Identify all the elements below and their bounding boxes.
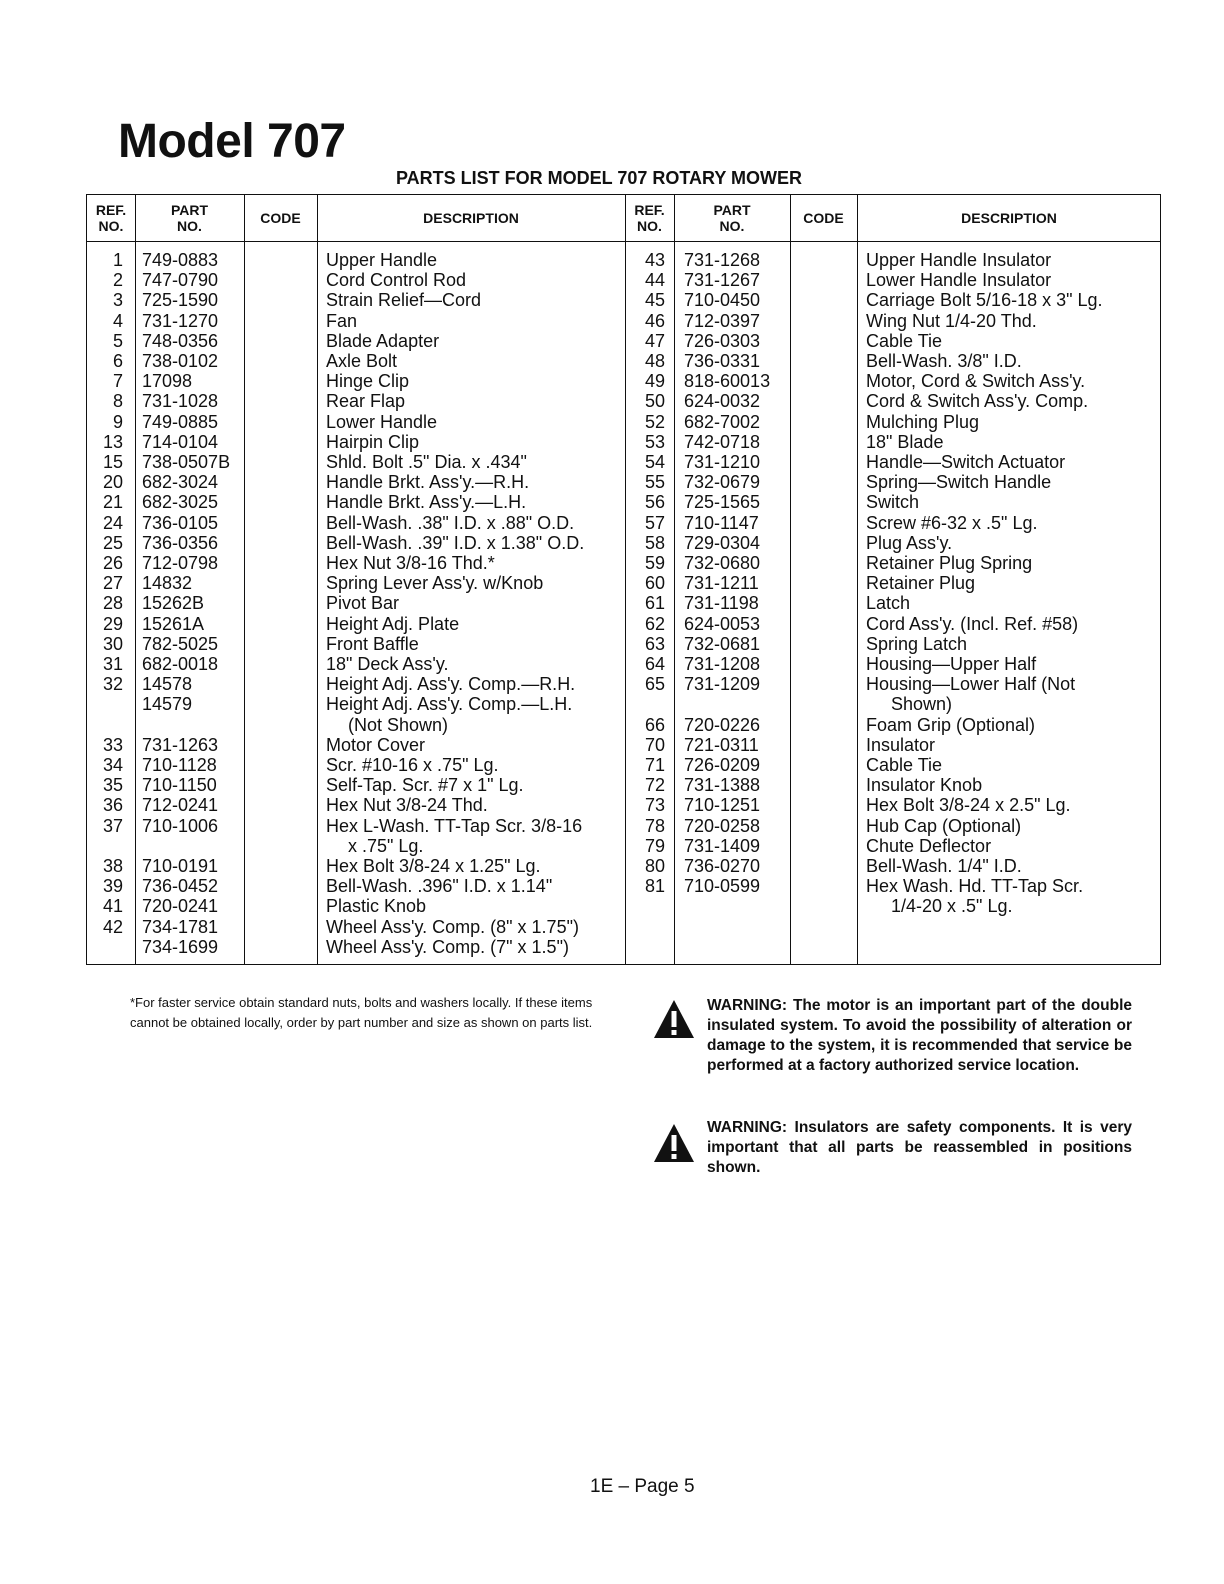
part-number-cell: 736-0105 (142, 512, 219, 533)
description-cell: Foam Grip (Optional) (866, 714, 1036, 735)
description-cell: Screw #6-32 x .5" Lg. (866, 512, 1038, 533)
description-cell: Wing Nut 1/4-20 Thd. (866, 310, 1037, 331)
description-cell: Hex Bolt 3/8-24 x 1.25" Lg. (326, 856, 541, 876)
ref-cell: 55 (644, 472, 665, 493)
warning-insulators: WARNING: Insulators are safety components. It is very important that all parts be reassembled in positions shown. (707, 1119, 1132, 1176)
description-cell: Carriage Bolt 5/16-18 x 3" Lg. (866, 290, 1103, 311)
description-cell: Bell-Wash. 3/8" I.D. (866, 351, 1022, 371)
description-cell: Self-Tap. Scr. #7 x 1" Lg. (326, 775, 524, 796)
table-row (87, 937, 1160, 957)
ref-cell: 71 (644, 755, 665, 775)
part-number-cell: 710-0599 (684, 876, 761, 897)
part-number-cell: 710-1006 (142, 815, 219, 836)
parts-list-title: PARTS LIST FOR MODEL 707 ROTARY MOWER (396, 168, 803, 188)
description-cell: Cable Tie (866, 755, 943, 775)
description-cell: Housing—Lower Half (Not (866, 674, 1076, 695)
table-row (87, 593, 1160, 613)
part-number-cell: 725-1565 (684, 492, 761, 513)
ref-cell: 32 (102, 674, 123, 695)
description-cell: Upper Handle Insulator (866, 250, 1052, 270)
ref-cell: 8 (112, 391, 123, 412)
ref-cell: 65 (644, 674, 665, 695)
table-row (87, 553, 1160, 573)
table-row (87, 674, 1160, 694)
ref-cell: 49 (644, 371, 665, 392)
ref-cell: 57 (644, 512, 665, 533)
ref-cell: 41 (102, 896, 123, 917)
ref-cell: 2 (112, 270, 123, 291)
part-number-cell: 726-0209 (684, 755, 761, 775)
warning-motor: WARNING: The motor is an important part of the double insulated system. To avoid the possibility of alteration or damage to the system, it is recommended that service be performed at a factory authorized service location. (707, 997, 1132, 1074)
part-number-cell: 720-0241 (142, 896, 219, 917)
part-number-cell: 714-0104 (142, 431, 219, 452)
table-row (87, 513, 1160, 533)
part-number-cell: 710-1147 (684, 512, 759, 533)
ref-cell: 21 (102, 492, 123, 513)
ref-cell: 72 (644, 775, 665, 796)
description-cell: Housing—Upper Half (866, 654, 1037, 674)
part-number-cell: 720-0258 (684, 815, 761, 836)
part-number-cell: 749-0883 (142, 250, 219, 270)
ref-cell: 70 (644, 734, 665, 755)
table-row (87, 412, 1160, 432)
description-cell: Hex Nut 3/8-16 Thd.* (326, 553, 495, 573)
table-row (87, 634, 1160, 654)
ref-cell: 30 (102, 633, 123, 654)
description-cell: Plug Ass'y. (866, 532, 953, 553)
description-cell: 1/4-20 x .5" Lg. (891, 896, 1013, 917)
header-rule (87, 241, 1160, 242)
description-cell: Handle—Switch Actuator (866, 452, 1066, 472)
page-number: 1E – Page 5 (590, 1476, 695, 1497)
description-cell: Spring—Switch Handle (866, 472, 1052, 493)
ref-cell: 54 (644, 452, 665, 472)
table-row (87, 795, 1160, 815)
table-row (87, 715, 1160, 735)
ref-cell: 39 (102, 876, 123, 897)
ref-cell: 1 (112, 250, 123, 270)
ref-cell: 79 (644, 835, 665, 856)
part-number-cell: 725-1590 (142, 290, 219, 311)
part-number-cell: 736-0270 (684, 856, 761, 876)
description-cell: Hex Bolt 3/8-24 x 2.5" Lg. (866, 795, 1071, 816)
ref-cell: 35 (102, 775, 123, 796)
part-number-cell: 749-0885 (142, 411, 219, 432)
ref-cell: 56 (644, 492, 665, 513)
description-cell: Cable Tie (866, 330, 943, 351)
table-row (87, 917, 1160, 937)
table-row (87, 896, 1160, 916)
description-cell: Hinge Clip (326, 371, 410, 392)
table-row (87, 775, 1160, 795)
description-cell: Motor, Cord & Switch Ass'y. (866, 371, 1086, 392)
table-row (87, 351, 1160, 371)
description-cell: Insulator (866, 734, 936, 755)
part-number-cell: 721-0311 (684, 734, 759, 755)
part-number-cell: 729-0304 (684, 532, 761, 553)
description-cell: Height Adj. Plate (326, 613, 460, 634)
ref-cell: 42 (102, 916, 123, 937)
part-number-cell: 736-0452 (142, 876, 219, 897)
description-cell: Upper Handle (326, 250, 438, 270)
table-row (87, 472, 1160, 492)
header-part-no: PART NO. (170, 202, 209, 234)
description-cell: Scr. #10-16 x .75" Lg. (326, 755, 499, 775)
table-row (87, 876, 1160, 896)
ref-cell: 13 (102, 431, 123, 452)
description-cell: Insulator Knob (866, 775, 983, 796)
description-cell: Plastic Knob (326, 896, 427, 917)
description-cell: Wheel Ass'y. Comp. (8" x 1.75") (326, 916, 579, 937)
page-title: Model 707 (118, 115, 346, 168)
table-row (87, 432, 1160, 452)
description-cell: Spring Lever Ass'y. w/Knob (326, 573, 544, 594)
part-number-cell: 710-0450 (684, 290, 761, 311)
ref-cell: 9 (112, 411, 123, 432)
part-number-cell: 731-1211 (684, 573, 759, 594)
description-cell: Bell-Wash. .39" I.D. x 1.38" O.D. (326, 532, 585, 553)
ref-cell: 4 (112, 310, 123, 331)
description-cell: Shld. Bolt .5" Dia. x .434" (326, 452, 527, 472)
part-number-cell: 731-1270 (142, 310, 219, 331)
table-row (87, 533, 1160, 553)
description-cell: Height Adj. Ass'y. Comp.—R.H. (326, 674, 576, 695)
table-row (87, 694, 1160, 714)
part-number-cell: 712-0241 (142, 795, 219, 816)
part-number-cell: 710-1150 (142, 775, 217, 796)
description-cell: Wheel Ass'y. Comp. (7" x 1.5") (326, 936, 569, 957)
description-cell: Retainer Plug Spring (866, 553, 1033, 573)
ref-cell: 33 (102, 734, 123, 755)
table-row (87, 331, 1160, 351)
table-row (87, 856, 1160, 876)
ref-cell: 20 (102, 472, 123, 493)
ref-cell: 26 (102, 553, 123, 573)
part-number-cell: 726-0303 (684, 330, 761, 351)
part-number-cell: 710-1251 (684, 795, 761, 816)
part-number-cell: 736-0356 (142, 532, 219, 553)
part-number-cell: 624-0053 (684, 613, 761, 634)
ref-cell: 43 (644, 250, 665, 270)
footnote: *For faster service obtain standard nuts, bolts and washers locally. If these items cannot be obtained locally, order by part number and size as shown on parts list. (130, 995, 593, 1030)
ref-cell: 46 (644, 310, 665, 331)
ref-cell: 28 (102, 593, 123, 614)
ref-cell: 81 (644, 876, 665, 897)
ref-cell: 59 (644, 553, 665, 573)
part-number-cell: 720-0226 (684, 714, 761, 735)
ref-cell: 62 (644, 613, 665, 634)
part-number-cell: 738-0507B (142, 452, 231, 472)
description-cell: Bell-Wash. 1/4" I.D. (866, 856, 1022, 876)
table-row (87, 836, 1160, 856)
parts-table (86, 194, 1161, 965)
description-cell: Switch (866, 492, 920, 513)
ref-cell: 78 (644, 815, 665, 836)
part-number-cell: 734-1699 (142, 936, 219, 957)
table-row (87, 492, 1160, 512)
description-cell: Cord Control Rod (326, 270, 467, 291)
header-code: CODE (803, 210, 844, 226)
description-cell: Handle Brkt. Ass'y.—L.H. (326, 492, 527, 513)
description-cell: Strain Relief—Cord (326, 290, 482, 311)
description-cell: 18" Deck Ass'y. (326, 654, 449, 674)
header-part-no: PART NO. (713, 202, 751, 234)
description-cell: Height Adj. Ass'y. Comp.—L.H. (326, 694, 573, 715)
part-number-cell: 748-0356 (142, 330, 219, 351)
part-number-cell: 731-1209 (684, 674, 761, 695)
ref-cell: 29 (102, 613, 123, 634)
description-cell: Blade Adapter (326, 330, 440, 351)
ref-cell: 66 (644, 714, 665, 735)
part-number-cell: 682-3024 (142, 472, 219, 493)
part-number-cell: 782-5025 (142, 633, 219, 654)
ref-cell: 7 (112, 371, 123, 392)
table-row (87, 250, 1160, 270)
table-row (87, 391, 1160, 411)
description-cell: Latch (866, 593, 911, 614)
table-row (87, 816, 1160, 836)
part-number-cell: 736-0331 (684, 351, 761, 371)
description-cell: Front Baffle (326, 633, 419, 654)
description-cell: Cord Ass'y. (Incl. Ref. #58) (866, 613, 1079, 634)
description-cell: Handle Brkt. Ass'y.—R.H. (326, 472, 530, 493)
part-number-cell: 734-1781 (142, 916, 219, 937)
ref-cell: 31 (102, 654, 123, 674)
warning-triangle-icon (652, 998, 696, 1040)
table-row (87, 311, 1160, 331)
part-number-cell: 682-7002 (684, 411, 761, 432)
ref-cell: 64 (644, 654, 665, 674)
description-cell: Shown) (891, 694, 953, 715)
table-row (87, 614, 1160, 634)
ref-cell: 48 (644, 351, 665, 371)
part-number-cell: 731-1409 (684, 835, 761, 856)
part-number-cell: 731-1388 (684, 775, 761, 796)
ref-cell: 60 (644, 573, 665, 594)
description-cell: Bell-Wash. .396" I.D. x 1.14" (326, 876, 553, 897)
table-row (87, 290, 1160, 310)
description-cell: Axle Bolt (326, 351, 398, 371)
description-cell: Mulching Plug (866, 411, 980, 432)
ref-cell: 25 (102, 532, 123, 553)
ref-cell: 27 (102, 573, 123, 594)
part-number-cell: 818-60013 (684, 371, 771, 392)
ref-cell: 6 (112, 351, 123, 371)
ref-cell: 53 (644, 431, 665, 452)
ref-cell: 61 (644, 593, 665, 614)
part-number-cell: 732-0681 (684, 633, 761, 654)
description-cell: (Not Shown) (348, 714, 449, 735)
ref-cell: 37 (102, 815, 123, 836)
ref-cell: 50 (644, 391, 665, 412)
header-ref-no: REF. NO. (95, 202, 127, 234)
header-code: CODE (260, 210, 301, 226)
part-number-cell: 731-1210 (684, 452, 761, 472)
part-number-cell: 14832 (142, 573, 193, 594)
header-ref-no: REF. NO. (634, 202, 665, 234)
part-number-cell: 731-1198 (684, 593, 759, 614)
warning-triangle-icon (652, 1122, 696, 1164)
description-cell: Spring Latch (866, 633, 968, 654)
description-cell: Lower Handle (326, 411, 438, 432)
part-number-cell: 742-0718 (684, 431, 761, 452)
description-cell: Bell-Wash. .38" I.D. x .88" O.D. (326, 512, 575, 533)
part-number-cell: 14578 (142, 674, 193, 695)
ref-cell: 45 (644, 290, 665, 311)
ref-cell: 38 (102, 856, 123, 876)
ref-cell: 52 (644, 411, 665, 432)
table-row (87, 452, 1160, 472)
table-row (87, 755, 1160, 775)
part-number-cell: 731-1263 (142, 734, 219, 755)
table-row (87, 573, 1160, 593)
part-number-cell: 624-0032 (684, 391, 761, 412)
part-number-cell: 15261A (142, 613, 205, 634)
part-number-cell: 731-1028 (142, 391, 219, 412)
description-cell: Retainer Plug (866, 573, 976, 594)
part-number-cell: 732-0680 (684, 553, 761, 573)
description-cell: Fan (326, 310, 358, 331)
part-number-cell: 710-1128 (142, 755, 217, 775)
table-row (87, 654, 1160, 674)
ref-cell: 36 (102, 795, 123, 816)
part-number-cell: 712-0798 (142, 553, 219, 573)
description-cell: Hex L-Wash. TT-Tap Scr. 3/8-16 (326, 815, 583, 836)
ref-cell: 34 (102, 755, 123, 775)
description-cell: x .75" Lg. (348, 835, 424, 856)
part-number-cell: 15262B (142, 593, 205, 614)
table-row (87, 371, 1160, 391)
part-number-cell: 738-0102 (142, 351, 219, 371)
header-description: DESCRIPTION (423, 210, 519, 226)
part-number-cell: 747-0790 (142, 270, 219, 291)
description-cell: Pivot Bar (326, 593, 400, 614)
ref-cell: 58 (644, 532, 665, 553)
ref-cell: 73 (644, 795, 665, 816)
part-number-cell: 682-3025 (142, 492, 219, 513)
ref-cell: 5 (112, 330, 123, 351)
ref-cell: 3 (112, 290, 123, 311)
ref-cell: 44 (644, 270, 665, 291)
part-number-cell: 710-0191 (142, 856, 219, 876)
description-cell: Motor Cover (326, 734, 426, 755)
description-cell: Hub Cap (Optional) (866, 815, 1022, 836)
part-number-cell: 712-0397 (684, 310, 761, 331)
description-cell: Chute Deflector (866, 835, 992, 856)
description-cell: Hex Nut 3/8-24 Thd. (326, 795, 488, 816)
header-description: DESCRIPTION (961, 210, 1057, 226)
ref-cell: 80 (644, 856, 665, 876)
ref-cell: 47 (644, 330, 665, 351)
part-number-cell: 682-0018 (142, 654, 219, 674)
part-number-cell: 731-1268 (684, 250, 761, 270)
part-number-cell: 731-1208 (684, 654, 761, 674)
description-cell: 18" Blade (866, 431, 944, 452)
description-cell: Rear Flap (326, 391, 406, 412)
part-number-cell: 731-1267 (684, 270, 761, 291)
description-cell: Lower Handle Insulator (866, 270, 1052, 291)
description-cell: Hex Wash. Hd. TT-Tap Scr. (866, 876, 1084, 897)
description-cell: Hairpin Clip (326, 431, 420, 452)
part-number-cell: 17098 (142, 371, 193, 392)
table-row (87, 270, 1160, 290)
ref-cell: 63 (644, 633, 665, 654)
description-cell: Cord & Switch Ass'y. Comp. (866, 391, 1089, 412)
part-number-cell: 14579 (142, 694, 193, 715)
part-number-cell: 732-0679 (684, 472, 761, 493)
table-row (87, 735, 1160, 755)
ref-cell: 24 (102, 512, 123, 533)
ref-cell: 15 (102, 452, 123, 472)
